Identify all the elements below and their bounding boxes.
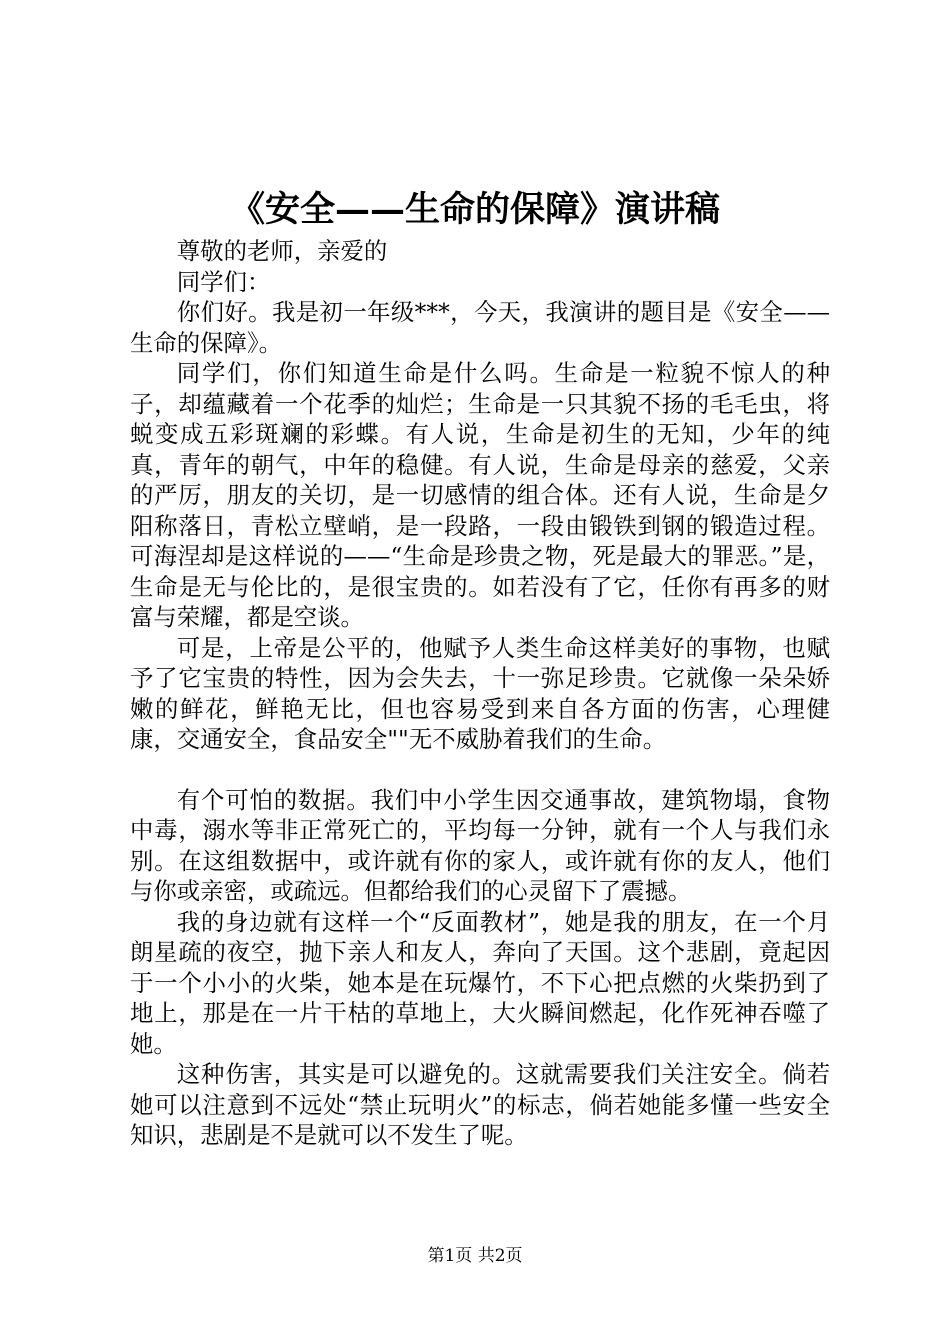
paragraph-greeting: 你们好。我是初一年级***，今天，我演讲的题目是《安全——生命的保障》。 xyxy=(130,298,830,357)
document-title: 《安全——生命的保障》演讲稿 xyxy=(229,189,720,230)
paragraph-fairness: 可是，上帝是公平的，他赋予人类生命这样美好的事物，也赋予了它宝贵的特性，因为会失去，十一弥足珍贵。它就像一朵朵娇嫩的鲜花，鲜艳无比，但也容易受到来自各方面的伤害，心理健康，交通安全，食品安全""无不威胁着我们的生命。 xyxy=(130,633,830,753)
salutation-line-1: 尊敬的老师，亲爱的 xyxy=(176,237,388,265)
page-number-footer: 第1页 共2页 xyxy=(427,1246,523,1266)
salutation-line-2: 同学们： xyxy=(176,267,271,296)
paragraph-statistics: 有个可怕的数据。我们中小学生因交通事故，建筑物塌，食物中毒，溺水等非正常死亡的，平均每一分钟，就有一个人与我们永别。在这组数据中，或许就有你的家人，或许就有你的友人，他们与你或亲密，或疏远。但都给我们的心灵留下了震撼。 xyxy=(130,785,830,905)
paragraph-example: 我的身边就有这样一个“反面教材”，她是我的朋友，在一个月朗星疏的夜空，抛下亲人和友人，奔向了天国。这个悲剧，竟起因于一个小小的火柴，她本是在玩爆竹，不下心把点燃的火柴扔到了地上，那是在一片干枯的草地上，大火瞬间燃起，化作死神吞噬了她。 xyxy=(130,907,830,1058)
paragraph-prevention: 这种伤害，其实是可以避免的。这就需要我们关注安全。倘若她可以注意到不远处“禁止玩明火”的标志，倘若她能多懂一些安全知识，悲剧是不是就可以不发生了呢。 xyxy=(130,1060,830,1149)
paragraph-life: 同学们，你们知道生命是什么吗。生命是一粒貌不惊人的种子，却蕴藏着一个花季的灿烂；生命是一只其貌不扬的毛毛虫，将蜕变成五彩斑斓的彩蝶。有人说，生命是初生的无知，少年的纯真，青年的朝气，中年的稳健。有人说，生命是母亲的慈爱，父亲的严厉，朋友的关切，是一切感情的组合体。还有人说，生命是夕阳称落日，青松立壁峭，是一段路，一段由锻铁到钢的锻造过程。可海涅却是这样说的——“生命是珍贵之物，死是最大的罪恶。”是，生命是无与伦比的，是很宝贵的。如若没有了它，任你有再多的财富与荣耀，都是空谈。 xyxy=(130,359,830,631)
document-body xyxy=(130,236,830,1151)
